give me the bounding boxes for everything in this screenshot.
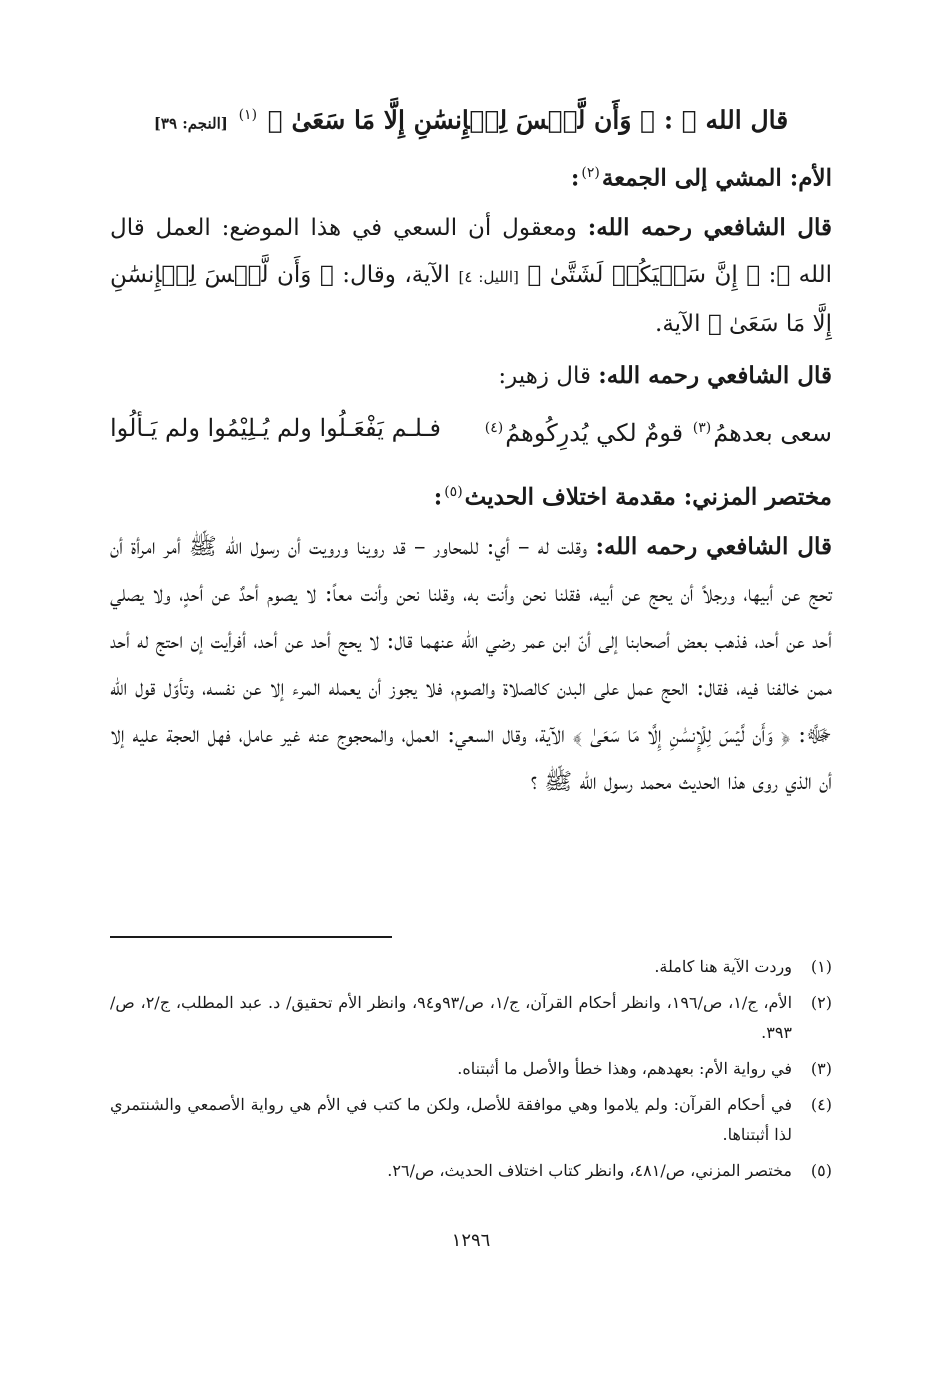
footnote (110, 1156, 832, 1186)
footnote-number: (٢) (810, 993, 832, 1012)
footnote-text: في رواية الأم: بعهدهم، وهذا خطأ والأصل ما أثبتناه. (457, 1059, 792, 1078)
verse-reference: [النجم: ٣٩] (153, 114, 228, 133)
paragraph-text: ومعقول أن السعي في هذا الموضع: العمل قال الله ﷻ: (110, 214, 833, 288)
speaker: قال الشافعي رحمه الله: (595, 532, 832, 560)
footnote-text: وردت الآية هنا كاملة. (654, 957, 792, 976)
footnote-text: مختصر المزني، ص/٤٨١، وانظر كتاب اختلاف الحديث، ص/٢٦. (387, 1161, 792, 1180)
book-page (110, 84, 832, 1324)
footnote-marker[interactable]: (٥) (444, 483, 463, 500)
poem-verse (110, 404, 832, 457)
verse-reference: [الليل: ٤] (458, 267, 519, 286)
footnote-number: (٥) (810, 1161, 832, 1180)
footnote-marker[interactable]: (٢) (581, 165, 600, 182)
section-title (110, 152, 832, 200)
footnote-marker[interactable]: (١) (238, 107, 258, 123)
section-title-text: مختصر المزني: مقدمة اختلاف الحديث (464, 483, 832, 511)
poem-text: قومٌ لكي يُدرِكُوهمُ (505, 418, 684, 447)
paragraph (110, 352, 832, 400)
section-title-text: الأم: المشي إلى الجمعة (601, 164, 832, 192)
verse-text: ﴿ وَأَن لَّيۡسَ لِلۡإِنسَٰنِ إِلَّا مَا سَعَىٰ ﴾ (267, 105, 656, 135)
paragraph (110, 523, 832, 806)
speaker: قال الشافعي رحمه الله: (587, 213, 832, 241)
footnote-text: في أحكام القرآن: ولم يلاموا وهي موافقة للأصل، ولكن ما كتب في الأم هي رواية الأصمعي والشنتمري لذا أثبتناها. (110, 1095, 792, 1144)
paragraph (110, 204, 832, 348)
page-number: ١٢٩٦ (451, 1230, 491, 1251)
footnote-marker[interactable]: (٤) (484, 419, 504, 436)
footnotes (110, 952, 832, 1192)
footnote-marker[interactable]: (٣) (692, 419, 712, 436)
paragraph-text: قال زهير: (498, 362, 591, 389)
verse-header (110, 92, 832, 146)
quran-verse: ﴿ إِنَّ سَعۡيَكُمۡ لَشَتَّىٰ ﴾ (527, 261, 761, 288)
verse-intro: قال الله ﷻ : (663, 105, 789, 135)
footnote (110, 988, 832, 1048)
footnote-number: (١) (810, 957, 832, 976)
quran-verse: ﴿ وَأَن لَّيۡسَ لِلۡإِنسَٰنِ إِلَّا مَا سَعَىٰ ﴾ (110, 261, 832, 337)
footnote (110, 1054, 832, 1084)
section-title (110, 471, 832, 519)
paragraph-text: الآية، وقال: (342, 261, 450, 288)
footnote-number: (٣) (810, 1059, 832, 1078)
paragraph-text: الآية، وقال السعي: العمل، والمحجوج عنه غير عامل، فهل الحجة عليه إلا أن الذي روى هذا الحديث محمد رسول الله ﷺ ؟ (110, 721, 832, 795)
poem-text: سعى بعدهمُ (713, 418, 832, 447)
footnote (110, 952, 832, 982)
paragraph-text: الآية. (655, 310, 701, 337)
poem-hemistich-first (483, 404, 832, 457)
footnote-number: (٤) (810, 1095, 832, 1114)
paragraph-text: وقلت له – أي: للمحاور – قد روينا ورويت أن رسول الله ﷺ أمر امرأة أن تحج عن أبيها، ورجلاً أن يحج عن أبيه، فقلنا نحن وأنت به، وقلنا نحن وأنت معاً: لا يصوم أحدٌ عن أحدٍ، ولا يصلي أحد عن أحد، فذهب بعض أصحابنا إلى أنّ ابن عمر رضي الله عنهما قال: لا يحج أحد عن أحد، أفرأيت إن احتج له أحد ممن خالفنا فيه، فقال: الحج عمل على البدن كالصلاة والصوم، فلا يجوز أن يعمله المرء إلا عن نفسه، وتأوّل قول الله ﷻ: (110, 533, 833, 748)
footnote (110, 1090, 832, 1150)
footnote-text: الأم، ج/١، ص/١٩٦، وانظر أحكام القرآن، ج/١، ص/٩٣و٩٤، وانظر الأم تحقيق/ د. عبد المطلب، ج/٢، ص/٣٩٣. (110, 993, 793, 1042)
quran-verse: ﴿ وَأَن لَّيۡسَ لِلۡإِنسَٰنِ إِلَّا مَا سَعَىٰ ﴾ (572, 721, 791, 748)
footnote-divider (110, 936, 392, 938)
speaker: قال الشافعي رحمه الله: (598, 361, 832, 389)
section-colon: : (433, 483, 443, 511)
section-colon: : (570, 164, 580, 192)
poem-hemistich-second: فـلـم يَفْعَـلُوا ولم يُـلِيْمُوا ولم يَـألُوا (110, 413, 442, 442)
